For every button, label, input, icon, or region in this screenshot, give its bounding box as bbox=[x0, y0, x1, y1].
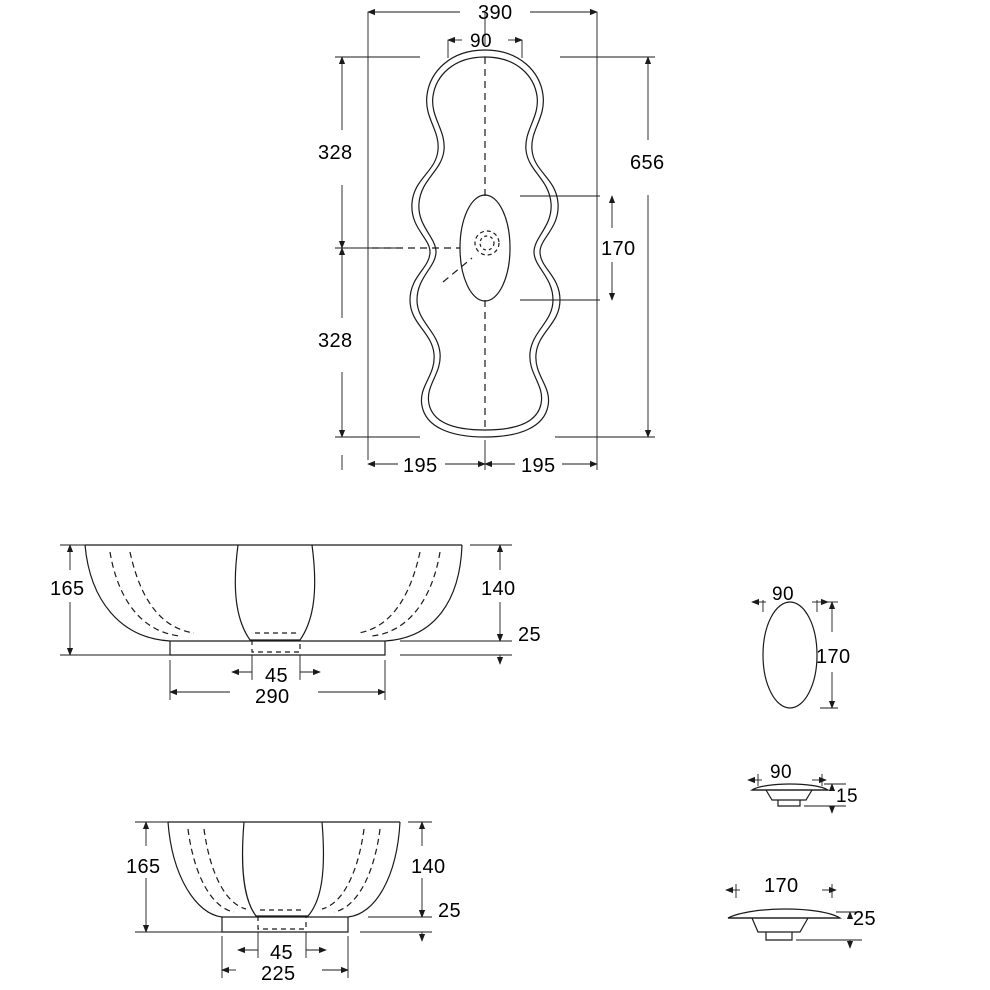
dimension-label-top-width-total: 390 bbox=[478, 2, 513, 24]
dimension-label-side-base-width: 225 bbox=[261, 963, 296, 985]
drain-plate-front-dimension-lines bbox=[748, 774, 846, 813]
drain-plate-side-view bbox=[728, 909, 840, 940]
dimension-label-plate-front-thickness: 15 bbox=[836, 786, 858, 807]
dimension-label-front-base-width: 290 bbox=[255, 686, 290, 708]
side-section-view-basin bbox=[168, 822, 400, 932]
dimension-label-top-half-right: 195 bbox=[521, 455, 556, 477]
dimension-label-side-drain-width: 45 bbox=[270, 942, 294, 964]
dimension-label-front-drain-width: 45 bbox=[265, 665, 289, 687]
front-section-view-basin bbox=[85, 545, 462, 655]
dimension-label-top-height-upper: 328 bbox=[318, 142, 353, 164]
dimension-label-top-drain-width: 90 bbox=[470, 31, 492, 52]
dimension-label-top-half-left: 195 bbox=[403, 455, 438, 477]
dimension-label-side-height-total: 165 bbox=[126, 856, 161, 878]
dimension-label-top-drain-height: 170 bbox=[601, 238, 636, 260]
dimension-label-plate-width: 90 bbox=[772, 584, 794, 605]
dimension-label-front-base-thickness: 25 bbox=[518, 624, 542, 646]
dimension-label-plate-front-width: 90 bbox=[770, 762, 792, 783]
drain-plate-front-view bbox=[752, 784, 828, 806]
top-view-basin bbox=[372, 50, 560, 437]
drain-plate-top-view bbox=[763, 602, 817, 708]
dimension-label-top-height-total: 656 bbox=[630, 152, 665, 174]
dimension-label-front-height-total: 165 bbox=[50, 578, 85, 600]
dimension-label-side-height-bowl: 140 bbox=[411, 856, 446, 878]
dimension-label-plate-height: 170 bbox=[816, 646, 851, 668]
dimension-label-plate-side-thickness: 25 bbox=[853, 908, 877, 930]
dimension-label-side-base-thickness: 25 bbox=[438, 900, 462, 922]
dimension-label-front-height-bowl: 140 bbox=[481, 578, 516, 600]
dimension-label-top-height-lower: 328 bbox=[318, 330, 353, 352]
dimension-label-plate-side-width: 170 bbox=[764, 875, 799, 897]
